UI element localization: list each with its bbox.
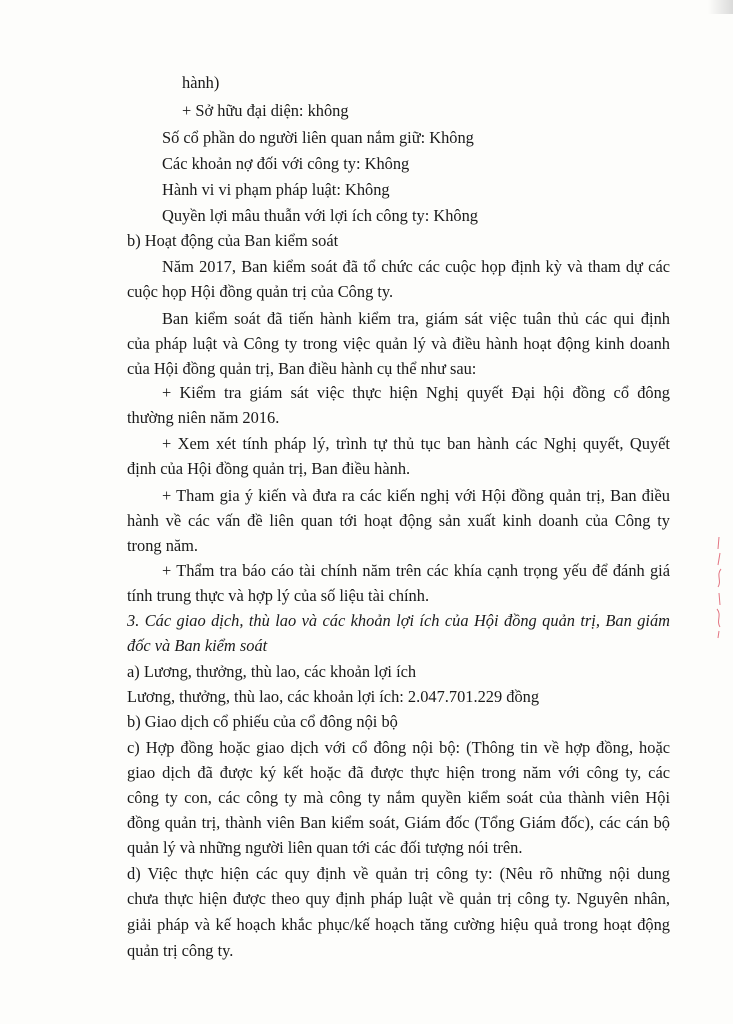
text-line: tính trung thực và hợp lý của số liệu tài chính.: [127, 586, 430, 605]
text-line: cuộc họp Hội đồng quản trị của Công ty.: [127, 282, 394, 301]
text-line: quản lý và những người liên quan tới các đối tượng nói trên.: [127, 838, 523, 857]
text-line: của Hội đồng quản trị, Ban điều hành cụ thể như sau:: [127, 359, 477, 378]
text-line: hành): [182, 73, 220, 92]
text-line: Hành vi vi phạm pháp luật: Không: [162, 180, 390, 199]
text-line: chưa thực hiện được theo quy định pháp luật về quản trị công ty. Nguyên nhân,: [127, 889, 670, 908]
section-heading-italic: 3. Các giao dịch, thù lao và các khoản lợi ích của Hội đồng quản trị, Ban giám: [127, 611, 670, 630]
text-line: trong năm.: [127, 536, 199, 555]
text-line: định của Hội đồng quản trị, Ban điều hành.: [127, 459, 411, 478]
text-line: của pháp luật và Công ty trong việc quản lý và điều hành hoạt động kinh doanh: [127, 334, 670, 353]
margin-ink-mark: [712, 535, 726, 640]
text-line: Ban kiểm soát đã tiến hành kiểm tra, giám sát việc tuân thủ các qui định: [162, 309, 670, 328]
text-line: thường niên năm 2016.: [127, 408, 280, 427]
text-line: c) Hợp đồng hoặc giao dịch với cổ đông nội bộ: (Thông tin về hợp đồng, hoặc: [127, 738, 670, 757]
text-line: đồng quản trị, thành viên Ban kiểm soát, Giám đốc (Tổng Giám đốc), các cán bộ: [127, 813, 670, 832]
text-line: + Thẩm tra báo cáo tài chính năm trên các khía cạnh trọng yếu để đánh giá: [162, 561, 670, 580]
text-line: Các khoản nợ đối với công ty: Không: [162, 154, 410, 173]
text-line: d) Việc thực hiện các quy định về quản trị công ty: (Nêu rõ những nội dung: [127, 864, 670, 883]
text-line: a) Lương, thưởng, thù lao, các khoản lợi ích: [127, 662, 417, 681]
section-heading-italic: đốc và Ban kiểm soát: [127, 636, 268, 655]
text-line: giao dịch đã được ký kết hoặc đã được thực hiện trong năm với công ty, các: [127, 763, 670, 782]
text-line: công ty con, các công ty mà công ty nắm quyền kiểm soát của thành viên Hội: [127, 788, 670, 807]
text-line: hành về các vấn đề liên quan tới hoạt động sản xuất kinh doanh của Công ty: [127, 511, 670, 530]
text-line: Năm 2017, Ban kiểm soát đã tổ chức các cuộc họp định kỳ và tham dự các: [162, 257, 670, 276]
text-line: + Sở hữu đại diện: không: [182, 101, 349, 120]
text-line: + Kiểm tra giám sát việc thực hiện Nghị quyết Đại hội đồng cổ đông: [162, 383, 670, 402]
text-line: + Xem xét tính pháp lý, trình tự thủ tục ban hành các Nghị quyết, Quyết: [162, 434, 670, 453]
text-line: Lương, thưởng, thù lao, các khoản lợi ích: 2.047.701.229 đồng: [127, 687, 540, 706]
text-line: Số cổ phần do người liên quan nắm giữ: Không: [162, 128, 474, 147]
section-heading: b) Hoạt động của Ban kiểm soát: [127, 231, 339, 250]
text-line: giải pháp và kế hoạch khắc phục/kế hoạch tăng cường hiệu quả trong hoạt động: [127, 915, 670, 934]
text-line: quản trị công ty.: [127, 941, 234, 960]
scan-edge-mark: [708, 0, 733, 14]
text-line: b) Giao dịch cổ phiếu của cổ đông nội bộ: [127, 712, 398, 731]
text-line: Quyền lợi mâu thuẫn với lợi ích công ty: Không: [162, 206, 478, 225]
text-line: + Tham gia ý kiến và đưa ra các kiến nghị với Hội đồng quản trị, Ban điều: [162, 486, 670, 505]
